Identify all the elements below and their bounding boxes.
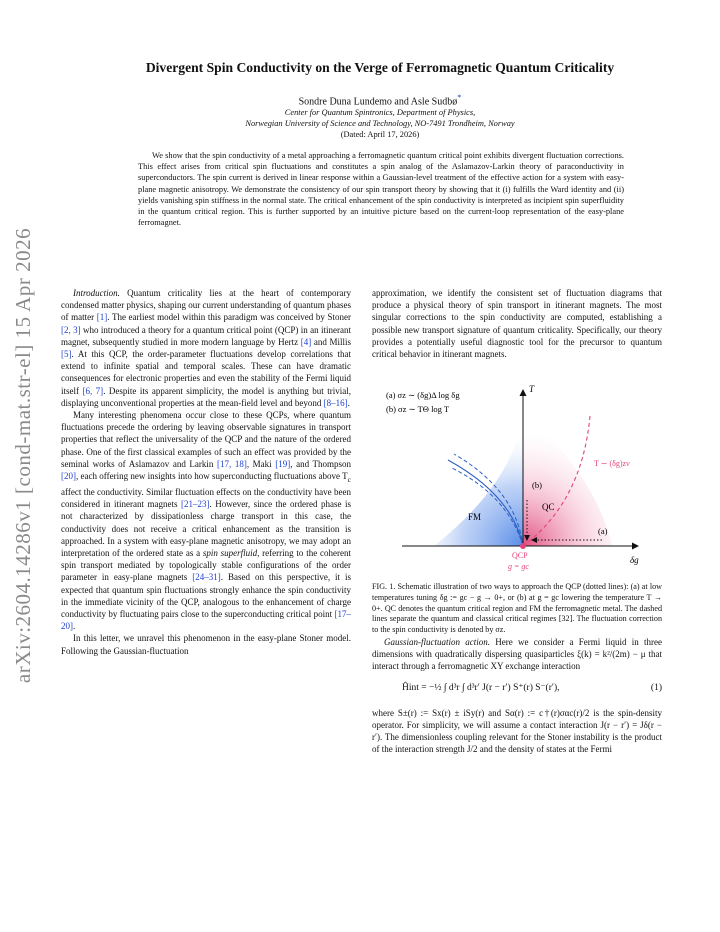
- label-qcp: QCP: [512, 551, 528, 561]
- legend-b: (b) σz ∼ TΘ log T: [386, 404, 450, 415]
- citation-link[interactable]: [17, 18]: [216, 458, 247, 469]
- equation-number[interactable]: (1): [650, 683, 662, 694]
- date-line: (Dated: April 17, 2026): [340, 130, 420, 139]
- paragraph-fluctuations: Many interesting phenomena occur close to these QCPs, where quantum fluctuations precede the ordering by leaving observable signatures in transport properties that reflect the universality of the QCP and the nature of the ordered phase. One of the first classical examples of such an effect was provided by the seminal works of Aslamazov and Larkin [17, 18], Maki [19], and Thompson [20], each offering new insights into how superconducting fluctuations above $T_c$ affect the conductivity. Similar fluctuation effects on the conductivity have been considered in itinerant magnets [21–23]. However, since the ordered phase is not characterized by dissipationless charge transport in this case, the conductivity does not receive a critical enhancement as the transition is approached. In a system with easy-plane magnetic anisotropy, we may adopt an interpretation of the ordered state as a spin superfluid, referring to the coherent spin transport mediated by topologically stable configurations of the order parameter in easy-plane magnets [24–31]. Based on this perspective, it is expected that quantum spin fluctuations strongly enhance the spin conductivity in the immediate vicinity of the QCP, analogous to the enhancement of charge conductivity by fluctuating pairs close to the superconducting critical point [17–20].: [61, 410, 352, 632]
- corresponding-author-mark[interactable]: *: [457, 93, 462, 102]
- paper-title: Divergent Spin Conductivity on the Verge of Ferromagnetic Quantum Criticality: [145, 60, 615, 75]
- citation-link[interactable]: [20]: [61, 471, 76, 482]
- right-column: [372, 287, 662, 755]
- section-lead: Introduction.: [73, 288, 120, 298]
- paragraph-spin-density: where S±(r) := Sx(r) ± iSy(r) and Sα(r) := c†(r)σαc(r)/2 is the spin-density operator. For simplicity, we will assume a contact interaction J(r − r′) = Jδ(r − r′). The dimensionless coupling relevant for the Stoner instability is the product of the interaction strength J/2 and the density of states at the Fermi: [372, 707, 662, 755]
- citation-link[interactable]: [19]: [275, 458, 291, 469]
- citation-link[interactable]: [1]: [96, 312, 108, 323]
- affiliation-line-1: Center for Quantum Spintronics, Department of Physics,: [284, 108, 476, 117]
- label-path-a: (a): [598, 526, 608, 537]
- paragraph-continuation: approximation, we identify the consistent set of fluctuation diagrams that produce a physical theory of spin transport in itinerant magnets. The most singular corrections to the spin conductivity are computed, establishing a possible new transport signature of quantum criticality. Specifically, our theory provides a potentially useful diagnostic tool for the precursor to quantum critical behavior in itinerant magnets.: [372, 288, 662, 360]
- label-g-equals-gc: g = gc: [508, 562, 529, 572]
- phase-diagram-svg: [372, 370, 662, 576]
- legend-a: (a) σz ∼ (δg)Δ log δg: [386, 390, 460, 401]
- paragraph-introduction: Introduction. Quantum criticality lies at the heart of contemporary condensed matter physics, shaping our current understanding of quantum phases of matter [1]. The earliest model within this paradigm was conceived by Stoner [2, 3] who introduced a theory for a quantum critical point (QCP) in an itinerant magnet, subsequently studied in more modern language by Hertz [4] and Millis [5]. At this QCP, the order-parameter fluctuations develop correlations that extend to infinite spatial and temporal scales. These can have dramatic consequences for electronic properties and even the stability of the Fermi liquid itself [6, 7]. Despite its apparent simplicity, the model is anything but trivial, displaying unconventional properties at the mean-field level and beyond [8–16].: [61, 288, 351, 408]
- axis-label-delta-g: δg: [630, 555, 639, 566]
- section-lead: Gaussian-fluctuation action.: [384, 636, 490, 647]
- equation-1: [372, 682, 662, 694]
- qcp-dot: [520, 543, 526, 549]
- fm-region: [434, 410, 523, 546]
- citation-link[interactable]: [17–20]: [61, 609, 351, 632]
- citation-link[interactable]: [24–31]: [192, 572, 221, 583]
- crossover-label: T ∼ (δg)zν: [594, 459, 630, 469]
- citation-link[interactable]: [4]: [300, 336, 312, 347]
- citation-link[interactable]: [6, 7]: [82, 385, 104, 396]
- arxiv-identifier: arXiv:2604.14286v1 [cond-mat.str-el] 15 Apr 2026: [11, 227, 36, 683]
- citation-link[interactable]: [2, 3]: [61, 324, 81, 335]
- axis-label-t: T: [529, 384, 535, 395]
- paragraph-letter-intro: In this letter, we unravel this phenomenon in the easy-plane Stoner model. Following the Gaussian-fluctuation: [61, 633, 351, 656]
- equation-body: Ĥint = −½ ∫ d³r ∫ d³r′ J(r − r′) S⁺(r) S⁻(r′),: [402, 683, 560, 694]
- affiliation-line-2: Norwegian University of Science and Technology, NO-7491 Trondheim, Norway: [245, 119, 515, 128]
- figure-1-phase-diagram: [372, 370, 662, 576]
- abstract: We show that the spin conductivity of a metal approaching a ferromagnetic quantum critical point exhibits divergent fluctuation corrections. This effect arises from critical spin fluctuations and constitutes a spin analog of the Aslamazov-Larkin theory of paraconductivity in superconductors. The spin current is derived in linear response within a Gaussian-level treatment of the effective action for a system with easy-plane magnetic anisotropy. We demonstrate the consistency of our spin transport theory by showing that it (i) fulfills the Ward identity and (ii) yields vanishing spin stiffness in the normal state. The critical enhancement of the spin conductivity is interpreted as incipient spin superfluidity in the quantum critical region. This is further supported by an intuitive picture based on the current-loop representation of the easy-plane ferromagnet.: [138, 151, 624, 228]
- author-list: Sondre Duna Lundemo and Asle Sudbø*: [298, 93, 462, 108]
- left-column: [61, 287, 351, 657]
- citation-link[interactable]: [5]: [61, 349, 72, 360]
- citation-link[interactable]: [8–16]: [323, 397, 348, 408]
- label-path-b: (b): [532, 480, 542, 491]
- label-fm: FM: [468, 512, 482, 523]
- label-qc: QC: [542, 502, 555, 513]
- paragraph-gaussian-action: Gaussian-fluctuation action. Here we consider a Fermi liquid in three dimensions with quadratically dispersing quasiparticles ξ(k) = k²/(2m) − μ that interact through a ferromagnetic XY exchange interaction: [372, 636, 662, 672]
- figure-1-caption: FIG. 1. Schematic illustration of two ways to approach the QCP (dotted lines): (a) at low temperatures tuning δg := gc − g → 0+, or (b) at g = gc lowering the temperature T → 0+. QC denotes the quantum critical region and FM the ferromagnetic metal. The dashed lines separate the quantum and classical critical regimes [32]. The fluctuation correction to the spin conductivity is denoted by σz.: [372, 582, 662, 635]
- citation-link[interactable]: [21–23]: [180, 499, 210, 510]
